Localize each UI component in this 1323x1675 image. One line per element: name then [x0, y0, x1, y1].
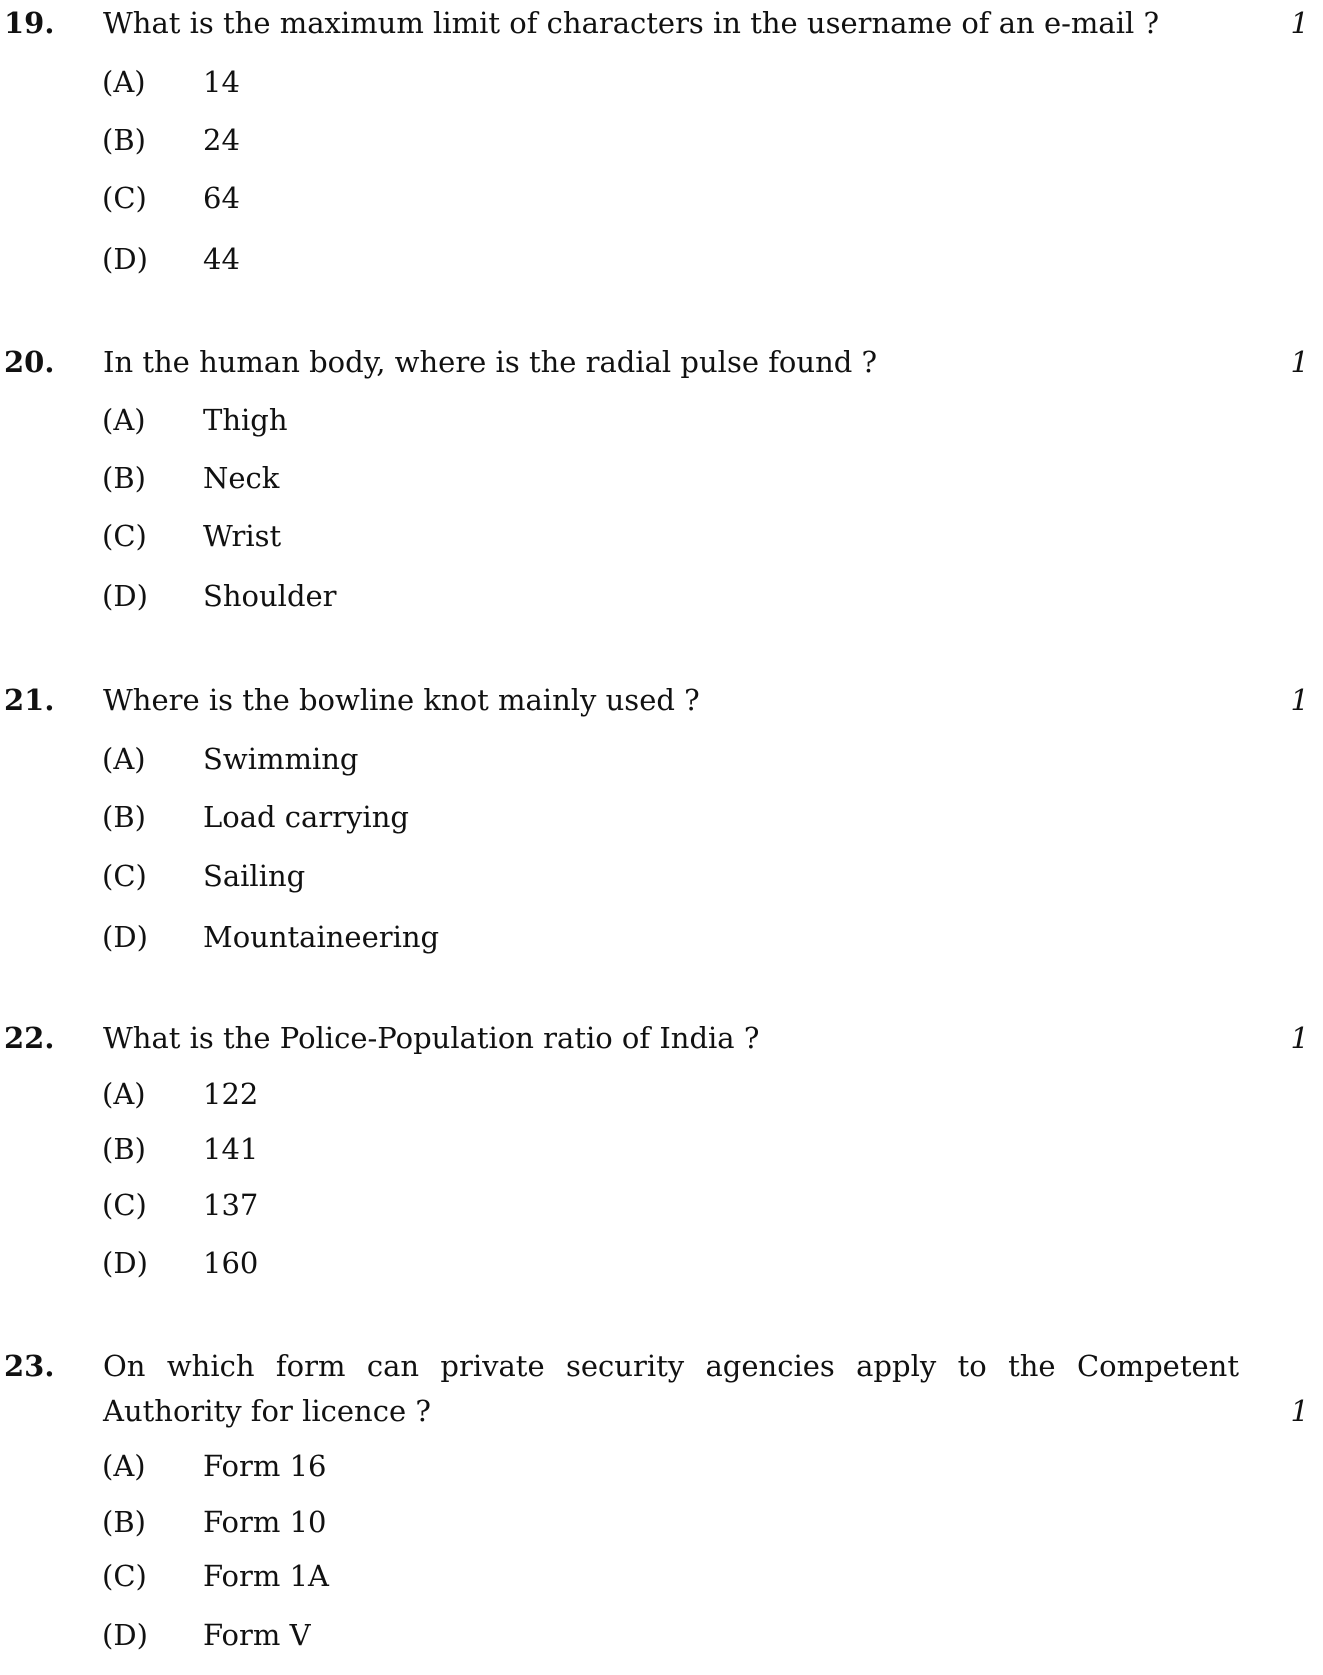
option-text: Form V	[203, 1618, 311, 1652]
option-text: 24	[203, 123, 240, 157]
option-text: 141	[203, 1132, 259, 1166]
option-label: (A)	[102, 742, 146, 776]
question-marks: 1	[1290, 345, 1309, 379]
option-text: 14	[203, 65, 240, 99]
option-label: (B)	[102, 800, 146, 834]
question-number: 20.	[4, 345, 55, 379]
question-number: 21.	[4, 683, 55, 717]
option-label: (A)	[102, 1077, 146, 1111]
option-label: (D)	[102, 579, 148, 613]
question-number: 19.	[4, 6, 55, 40]
option-text: Form 10	[203, 1505, 327, 1539]
question-text-line-2: Authority for licence ?	[103, 1394, 431, 1428]
option-label: (B)	[102, 123, 146, 157]
question-text: What is the maximum limit of characters in the username of an e-mail ?	[103, 6, 1160, 40]
option-text: 122	[203, 1077, 259, 1111]
question-number: 23.	[4, 1349, 55, 1383]
option-label: (B)	[102, 1505, 146, 1539]
question-text: In the human body, where is the radial pulse found ?	[103, 345, 878, 379]
option-text: Neck	[203, 461, 280, 495]
option-label: (C)	[102, 519, 147, 553]
option-label: (A)	[102, 1449, 146, 1483]
option-text: 137	[203, 1188, 259, 1222]
option-label: (A)	[102, 403, 146, 437]
option-label: (C)	[102, 1559, 147, 1593]
option-text: Shoulder	[203, 579, 337, 613]
option-label: (D)	[102, 242, 148, 276]
question-marks: 1	[1290, 1394, 1309, 1428]
question-number: 22.	[4, 1021, 55, 1055]
question-marks: 1	[1290, 1021, 1309, 1055]
option-label: (B)	[102, 461, 146, 495]
question-marks: 1	[1290, 6, 1309, 40]
question-text-line-1: On which form can private security agencies apply to the Competent	[103, 1349, 1239, 1383]
option-label: (A)	[102, 65, 146, 99]
option-label: (D)	[102, 1246, 148, 1280]
option-text: 160	[203, 1246, 259, 1280]
option-label: (B)	[102, 1132, 146, 1166]
option-text: Load carrying	[203, 800, 409, 834]
option-text: Form 1A	[203, 1559, 329, 1593]
option-text: 44	[203, 242, 240, 276]
option-text: Mountaineering	[203, 920, 440, 954]
option-text: Swimming	[203, 742, 359, 776]
option-text: 64	[203, 181, 240, 215]
option-label: (C)	[102, 181, 147, 215]
option-label: (D)	[102, 1618, 148, 1652]
option-text: Form 16	[203, 1449, 327, 1483]
question-marks: 1	[1290, 683, 1309, 717]
option-text: Wrist	[203, 519, 282, 553]
option-label: (D)	[102, 920, 148, 954]
option-text: Sailing	[203, 859, 306, 893]
option-text: Thigh	[203, 403, 288, 437]
option-label: (C)	[102, 1188, 147, 1222]
question-text: What is the Police-Population ratio of India ?	[103, 1021, 760, 1055]
question-text: Where is the bowline knot mainly used ?	[103, 683, 700, 717]
option-label: (C)	[102, 859, 147, 893]
